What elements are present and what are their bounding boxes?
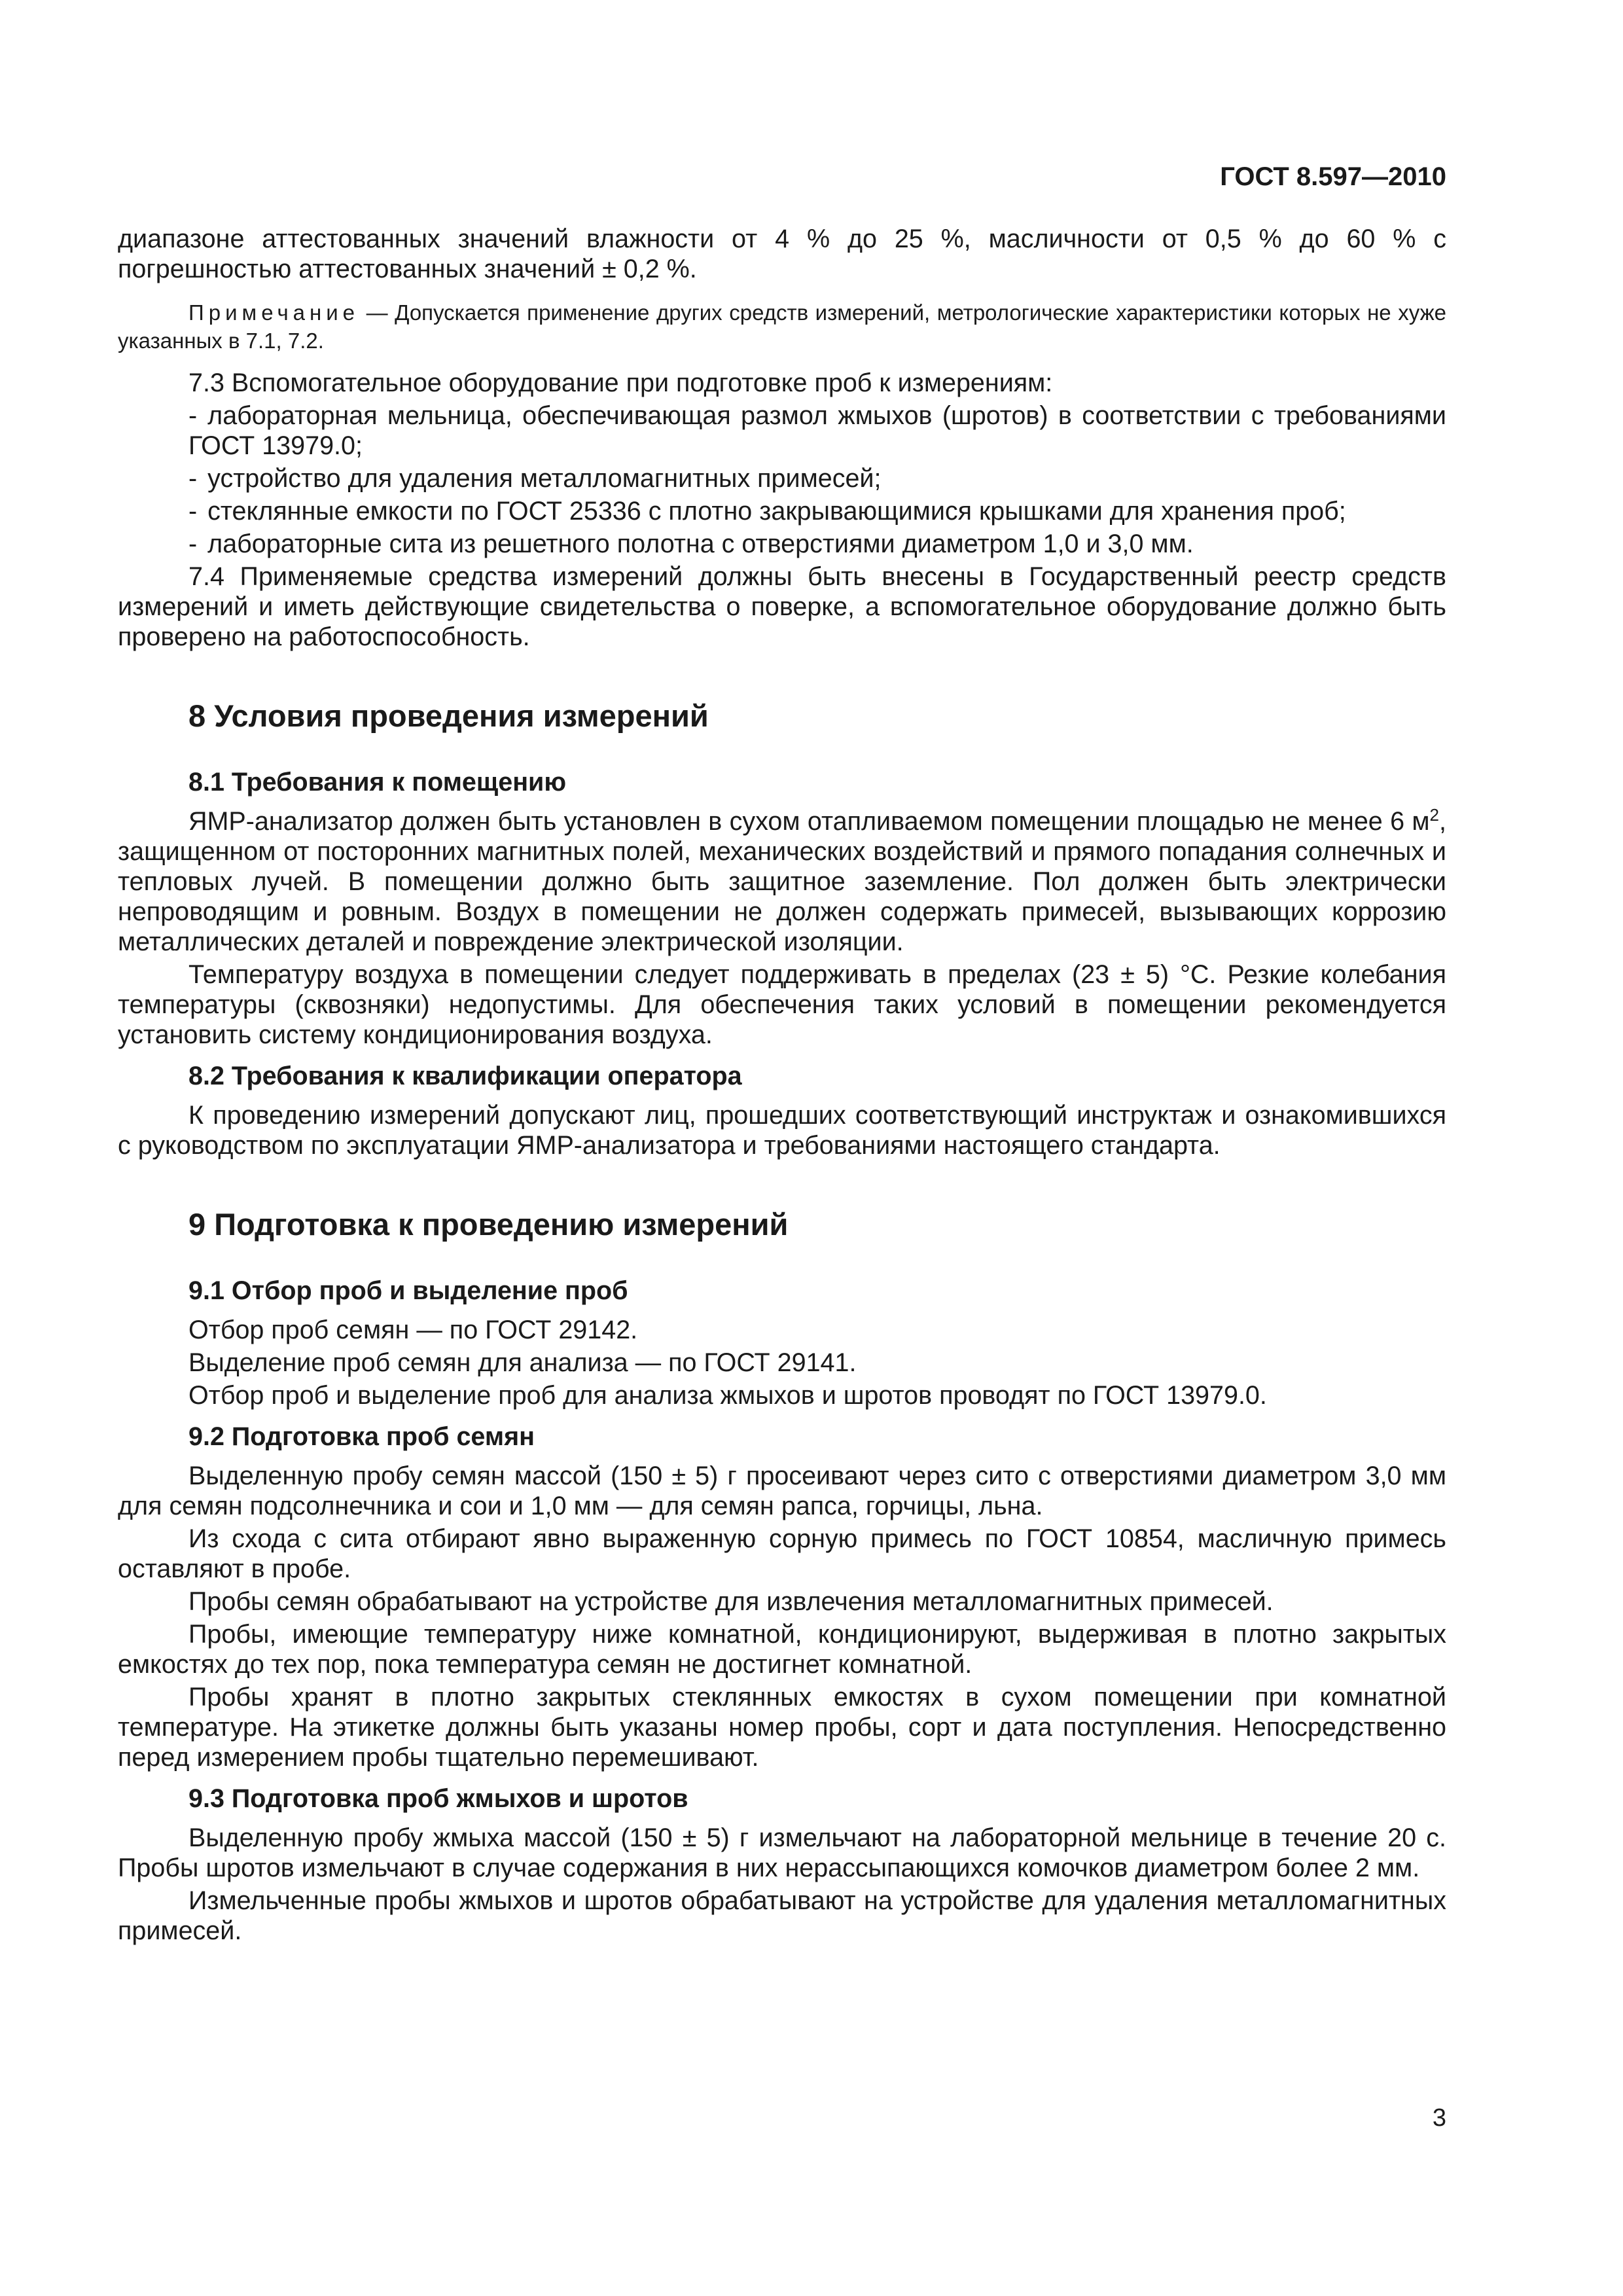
page-number: 3 [1432, 2104, 1446, 2132]
clause-9-1-line: Отбор проб и выделение проб для анализа жмыхов и шротов проводят по ГОСТ 13979.0. [188, 1381, 1267, 1410]
note [118, 298, 1446, 355]
intro-paragraph: диапазоне аттестованных значений влажности от 4 % до 25 %, масличности от 0,5 % до 60 % с погрешностью аттестованных значений ± 0,2 %. [118, 224, 1446, 283]
clause-9-2-paragraph: Пробы семян обрабатывают на устройстве для извлечения металломагнитных примесей. [188, 1587, 1274, 1616]
clause-7-4: 7.4 Применяемые средства измерений должны быть внесены в Государственный реестр средств измерений и иметь действующие свидетельства о поверке, а вспомогательное оборудование должно быть проверено на работоспособность. [118, 562, 1446, 651]
clause-7-3-title: 7.3 Вспомогательное оборудование при подготовке проб к измерениям: [188, 368, 1053, 397]
clause-9-3-paragraph: Измельченные пробы жмыхов и шротов обрабатывают на устройстве для удаления металломагнитных примесей. [118, 1886, 1446, 1945]
section-8-heading: 8 Условия проведения измерений [188, 698, 709, 733]
section-9-heading: 9 Подготовка к проведению измерений [188, 1207, 789, 1242]
clause-8-2-paragraph: К проведению измерений допускают лиц, прошедших соответствующий инструктаж и ознакомившихся с руководством по эксплуатации ЯМР-анализатора и требованиями настоящего стандарта. [118, 1101, 1446, 1160]
list-item: - устройство для удаления металломагнитных примесей; [188, 464, 882, 493]
note-label: Примечание [188, 300, 360, 325]
clause-9-3-paragraph: Выделенную пробу жмыха массой (150 ± 5) г измельчают на лабораторной мельнице в течение 20 с. Пробы шротов измельчают в случае содержания в них нерассыпающихся комочков диаметром более 2 мм. [118, 1823, 1446, 1882]
clause-9-1-line: Выделение проб семян для анализа — по ГОСТ 29141. [188, 1348, 857, 1377]
note-text: — Допускается применение других средств измерений, метрологические характеристики которых не хуже указанных в 7.1, 7.2. [118, 300, 1446, 353]
list-item: - лабораторные сита из решетного полотна с отверстиями диаметром 1,0 и 3,0 мм. [188, 529, 1194, 558]
list-item: - лабораторная мельница, обеспечивающая размол жмыхов (шротов) в соответствии с требованиями ГОСТ 13979.0; [188, 401, 1446, 460]
clause-9-1-heading: 9.1 Отбор проб и выделение проб [188, 1276, 628, 1305]
page-body [118, 224, 1446, 1948]
clause-9-1-line: Отбор проб семян — по ГОСТ 29142. [188, 1316, 638, 1344]
clause-9-2-paragraph: Пробы хранят в плотно закрытых стеклянных емкостях в сухом помещении при комнатной температуре. На этикетке должны быть указаны номер пробы, сорт и дата поступления. Непосредственно перед измерением пробы тщательно перемешивают. [118, 1683, 1446, 1772]
clause-9-3-heading: 9.3 Подготовка проб жмыхов и шротов [188, 1784, 688, 1813]
list-item: - стеклянные емкости по ГОСТ 25336 с плотно закрывающимися крышками для хранения проб; [188, 497, 1346, 526]
clause-9-2-paragraph: Пробы, имеющие температуру ниже комнатной, кондиционируют, выдерживая в плотно закрытых емкостях до тех пор, пока температура семян не достигнет комнатной. [118, 1620, 1446, 1679]
clause-8-1-paragraph-2: Температуру воздуха в помещении следует поддерживать в пределах (23 ± 5) °C. Резкие колебания температуры (сквозняки) недопустимы. Для обеспечения таких условий в помещении рекомендуется установить систему кондиционирования воздуха. [118, 960, 1446, 1049]
document-code: ГОСТ 8.597—2010 [1220, 162, 1446, 191]
clause-9-2-paragraph: Выделенную пробу семян массой (150 ± 5) г просеивают через сито с отверстиями диаметром 3,0 мм для семян подсолнечника и сои и 1,0 мм — для семян рапса, горчицы, льна. [118, 1462, 1446, 1520]
clause-8-1-heading: 8.1 Требования к помещению [188, 768, 567, 797]
clause-9-2-heading: 9.2 Подготовка проб семян [188, 1422, 535, 1451]
clause-8-1-paragraph: ЯМР-анализатор должен быть установлен в сухом отапливаемом помещении площадью не менее 6 $м^2$, защищенном от посторонних магнитных полей, механических воздействий и прямого попадания солнечных и тепловых лучей. В помещении должно быть защитное заземление. Пол должен быть электрически непроводящим и ровным. Воздух в помещении не должен содержать примесей, вызывающих коррозию металлических деталей и повреждение электрической изоляции. [118, 804, 1446, 956]
clause-8-2-heading: 8.2 Требования к квалификации оператора [188, 1062, 742, 1090]
clause-9-2-paragraph: Из схода с сита отбирают явно выраженную сорную примесь по ГОСТ 10854, масличную примесь оставляют в пробе. [118, 1524, 1446, 1583]
